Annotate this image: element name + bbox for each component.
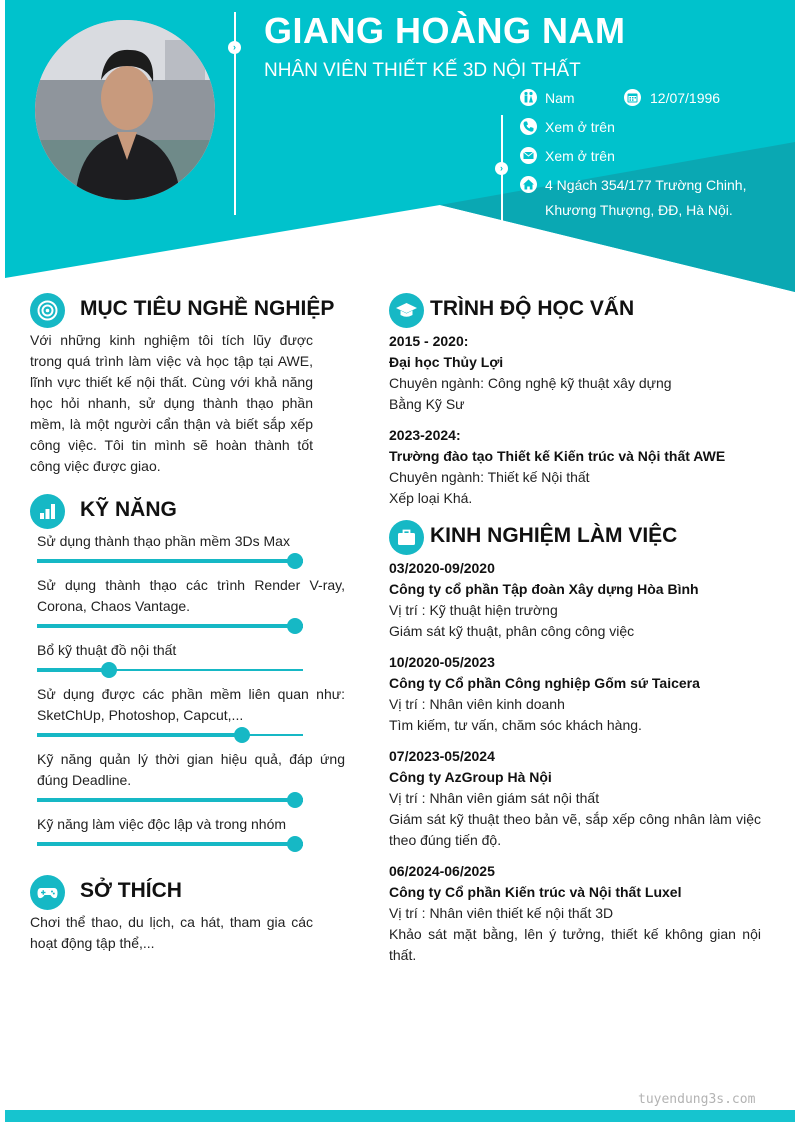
skill-bar [37, 669, 303, 671]
gender-icon [520, 89, 537, 106]
education-list [389, 331, 761, 519]
education-major: Chuyên ngành: Công nghệ kỹ thuật xây dựng [389, 375, 672, 391]
experience-position: Vị trí : Nhân viên giám sát nội thất [389, 790, 600, 806]
education-major: Chuyên ngành: Thiết kế Nội thất [389, 469, 590, 485]
experience-description: Giám sát kỹ thuật, phân công công việc [389, 623, 635, 639]
skill-bar-fill [37, 842, 303, 846]
skill-bar [37, 843, 303, 845]
hobbies-text: Chơi thể thao, du lịch, ca hát, tham gia các hoạt động tập thể,... [30, 914, 313, 951]
education-title: TRÌNH ĐỘ HỌC VẤN [430, 297, 635, 320]
candidate-title: NHÂN VIÊN THIẾT KẾ 3D NỘI THẤT [264, 60, 581, 81]
experience-position: Vị trí : Kỹ thuật hiện trường [389, 602, 558, 618]
experience-period: 10/2020-05/2023 [389, 654, 495, 670]
chevron-right-icon: › [495, 162, 508, 175]
address-line-2: Khương Thượng, ĐĐ, Hà Nội. [545, 202, 733, 218]
experience-entry [389, 652, 761, 736]
education-entry [389, 425, 761, 509]
experience-title: KINH NGHIỆM LÀM VIỆC [430, 524, 678, 547]
skill-label: Sử dụng được các phần mềm liên quan như: SketChUp, Photoshop, Capcut,... [37, 686, 345, 723]
experience-description: Khảo sát mặt bằng, lên ý tưởng, thiết kế không gian nội thất. [389, 926, 761, 963]
skill-bar-knob [287, 792, 303, 808]
experience-description: Tìm kiếm, tư vấn, chăm sóc khách hàng. [389, 717, 642, 733]
skill-bar-knob [287, 553, 303, 569]
skill-bar-fill [37, 733, 242, 737]
skills-title: KỸ NĂNG [80, 498, 177, 521]
experience-entry [389, 861, 761, 966]
skill-bar-knob [287, 836, 303, 852]
education-degree: Bằng Kỹ Sư [389, 396, 465, 412]
experience-position: Vị trí : Nhân viên kinh doanh [389, 696, 565, 712]
skill-label: Sử dụng thành thạo các trình Render V-ray, Corona, Chaos Vantage. [37, 577, 345, 614]
experience-description: Giám sát kỹ thuật theo bản vẽ, sắp xếp công nhân làm việc theo đúng tiến độ. [389, 811, 761, 848]
objective-title: MỤC TIÊU NGHỀ NGHIỆP [80, 297, 335, 320]
phone-icon [520, 118, 537, 135]
skill-bar [37, 560, 303, 562]
skill-bar-knob [287, 618, 303, 634]
email-value[interactable]: Xem ở trên [545, 148, 615, 164]
education-school: Đại học Thủy Lợi [389, 354, 504, 370]
skill-bar-knob [234, 727, 250, 743]
skill-bar-fill [37, 624, 303, 628]
home-icon [520, 176, 537, 193]
calendar-icon [624, 89, 641, 106]
email-icon [520, 147, 537, 164]
address-line-1: 4 Ngách 354/177 Trường Chinh, [545, 177, 747, 193]
experience-company: Công ty AzGroup Hà Nội [389, 769, 552, 785]
objective-text: Với những kinh nghiệm tôi tích lũy được trong quá trình làm việc và học tập tại AWE, lĩnh vực thiết kế nội thất. Cùng với khả năng học hỏi nhanh, sử dụng thành thạo phần mềm, là một người cẩn thận và biết sắp xếp công việc. Tôi tin mình sẽ hoàn thành tốt công việc được giao. [30, 332, 313, 474]
skill-label: Sử dụng thành thạo phần mềm 3Ds Max [37, 533, 290, 549]
skill-bar [37, 625, 303, 627]
education-entry [389, 331, 761, 415]
education-period: 2023-2024: [389, 427, 461, 443]
experience-list [389, 558, 761, 976]
gender-value: Nam [545, 90, 575, 106]
skill-label: Kỹ năng làm việc độc lập và trong nhóm [37, 816, 287, 832]
bar-chart-icon [30, 494, 65, 529]
experience-period: 06/2024-06/2025 [389, 863, 495, 879]
target-icon [30, 293, 65, 328]
phone-value[interactable]: Xem ở trên [545, 119, 615, 135]
chevron-right-icon: › [228, 41, 241, 54]
education-period: 2015 - 2020: [389, 333, 469, 349]
skill-bar [37, 799, 303, 801]
briefcase-icon [389, 520, 424, 555]
experience-period: 07/2023-05/2024 [389, 748, 495, 764]
education-school: Trường đào tạo Thiết kế Kiến trúc và Nội thất AWE [389, 448, 726, 464]
experience-company: Công ty Cổ phần Công nghiệp Gốm sứ Taicera [389, 675, 700, 691]
skill-bar-knob [101, 662, 117, 678]
skill-label: Bổ kỹ thuật đồ nội thất [37, 642, 177, 658]
skill-bar-fill [37, 559, 303, 563]
birthday-value: 12/07/1996 [650, 90, 721, 106]
experience-position: Vị trí : Nhân viên thiết kế nội thất 3D [389, 905, 614, 921]
skill-bar [37, 734, 303, 736]
skill-bar-fill [37, 798, 303, 802]
experience-company: Công ty cổ phần Tập đoàn Xây dựng Hòa Bình [389, 581, 699, 597]
graduation-cap-icon [389, 293, 424, 328]
skill-bar-fill [37, 668, 109, 672]
footer-bar [5, 1110, 795, 1122]
candidate-name: GIANG HOÀNG NAM [264, 10, 626, 51]
skill-label: Kỹ năng quản lý thời gian hiệu quả, đáp ứng đúng Deadline. [37, 751, 345, 788]
watermark: tuyendung3s.com [638, 1092, 756, 1107]
avatar [35, 20, 215, 200]
experience-company: Công ty Cổ phần Kiến trúc và Nội thất Luxel [389, 884, 682, 900]
experience-period: 03/2020-09/2020 [389, 560, 495, 576]
experience-entry [389, 746, 761, 851]
experience-entry [389, 558, 761, 642]
hobbies-title: SỞ THÍCH [80, 879, 182, 902]
gamepad-icon [30, 875, 65, 910]
education-degree: Xếp loại Khá. [389, 490, 473, 506]
